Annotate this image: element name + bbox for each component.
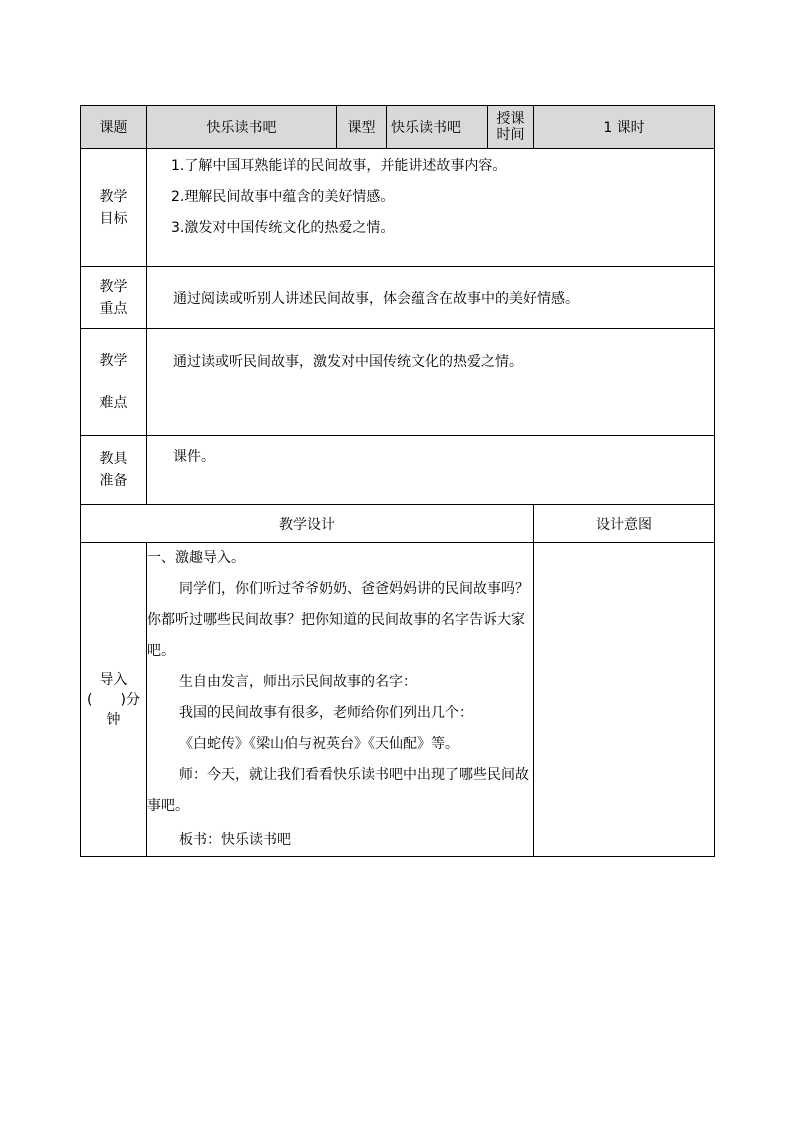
- type-value: 快乐读书吧: [387, 106, 488, 149]
- intro-content: [147, 543, 534, 857]
- key-points-row: [81, 267, 715, 329]
- difficulties-label: [81, 329, 147, 436]
- materials-label-line1: 教具: [99, 451, 128, 467]
- goals-content: [147, 149, 715, 267]
- lesson-plan-table: [80, 105, 715, 857]
- topic-value: 快乐读书吧: [147, 106, 337, 149]
- time-label-line2: 时间: [496, 127, 525, 143]
- intro-label-line3: 钟: [106, 711, 121, 728]
- key-points-text: 通过阅读或听别人讲述民间故事，体会蕴含在故事中的美好情感。: [173, 290, 579, 307]
- goals-label: [81, 149, 147, 267]
- difficulties-label-line2: 难点: [99, 395, 128, 411]
- topic-label: 课题: [81, 106, 147, 149]
- goals-label-line1: 教学: [99, 188, 128, 205]
- key-points-content: [147, 267, 715, 329]
- goal-item: 1.了解中国耳熟能详的民间故事，并能讲述故事内容。: [171, 158, 507, 174]
- intro-paragraph: 师：今天，就让我们看看快乐读书吧中出现了哪些民间故事吧。: [147, 767, 529, 814]
- materials-label: [81, 436, 147, 505]
- time-value: 1 课时: [534, 106, 715, 149]
- difficulties-label-line1: 教学: [99, 353, 128, 369]
- materials-text: 课件。: [173, 449, 215, 465]
- key-points-label-line1: 教学: [99, 278, 128, 295]
- intro-row: [81, 543, 715, 857]
- materials-label-line2: 准备: [99, 473, 128, 489]
- intro-intent: [534, 543, 715, 857]
- key-points-label: [81, 267, 147, 329]
- materials-row: [81, 436, 715, 505]
- intro-paragraph: 《白蛇传》《梁山伯与祝英台》《天仙配》等。: [179, 736, 459, 752]
- difficulties-row: [81, 329, 715, 436]
- goal-item: 2.理解民间故事中蕴含的美好情感。: [171, 189, 395, 205]
- goal-item: 3.激发对中国传统文化的热爱之情。: [171, 220, 395, 236]
- key-points-label-line2: 重点: [99, 300, 128, 317]
- materials-content: [147, 436, 715, 505]
- intro-heading: 一、激趣导入。: [147, 550, 245, 566]
- intro-paragraph: 生自由发言，师出示民间故事的名字：: [179, 674, 417, 690]
- header-row: [81, 106, 715, 149]
- type-label: 课型: [337, 106, 387, 149]
- intent-label: 设计意图: [534, 505, 715, 543]
- design-header-row: [81, 505, 715, 543]
- time-label: [488, 106, 534, 149]
- intro-paragraph: 同学们，你们听过爷爷奶奶、爸爸妈妈讲的民间故事吗？你都听过哪些民间故事？把你知道的民间故事的名字告诉大家吧。: [147, 581, 529, 659]
- goals-row: [81, 149, 715, 267]
- time-label-line1: 授课: [496, 111, 525, 127]
- difficulties-content: [147, 329, 715, 436]
- intro-label-line1: 导入: [99, 671, 128, 688]
- intro-board-note: 板书：快乐读书吧: [179, 832, 291, 848]
- intro-paragraph: 我国的民间故事有很多，老师给你们列出几个：: [179, 705, 473, 721]
- intro-label: [81, 543, 147, 857]
- intro-label-line2: ( )分: [87, 691, 140, 708]
- design-label: 教学设计: [81, 505, 534, 543]
- difficulties-text: 通过读或听民间故事，激发对中国传统文化的热爱之情。: [173, 354, 523, 370]
- goals-label-line2: 目标: [99, 210, 128, 227]
